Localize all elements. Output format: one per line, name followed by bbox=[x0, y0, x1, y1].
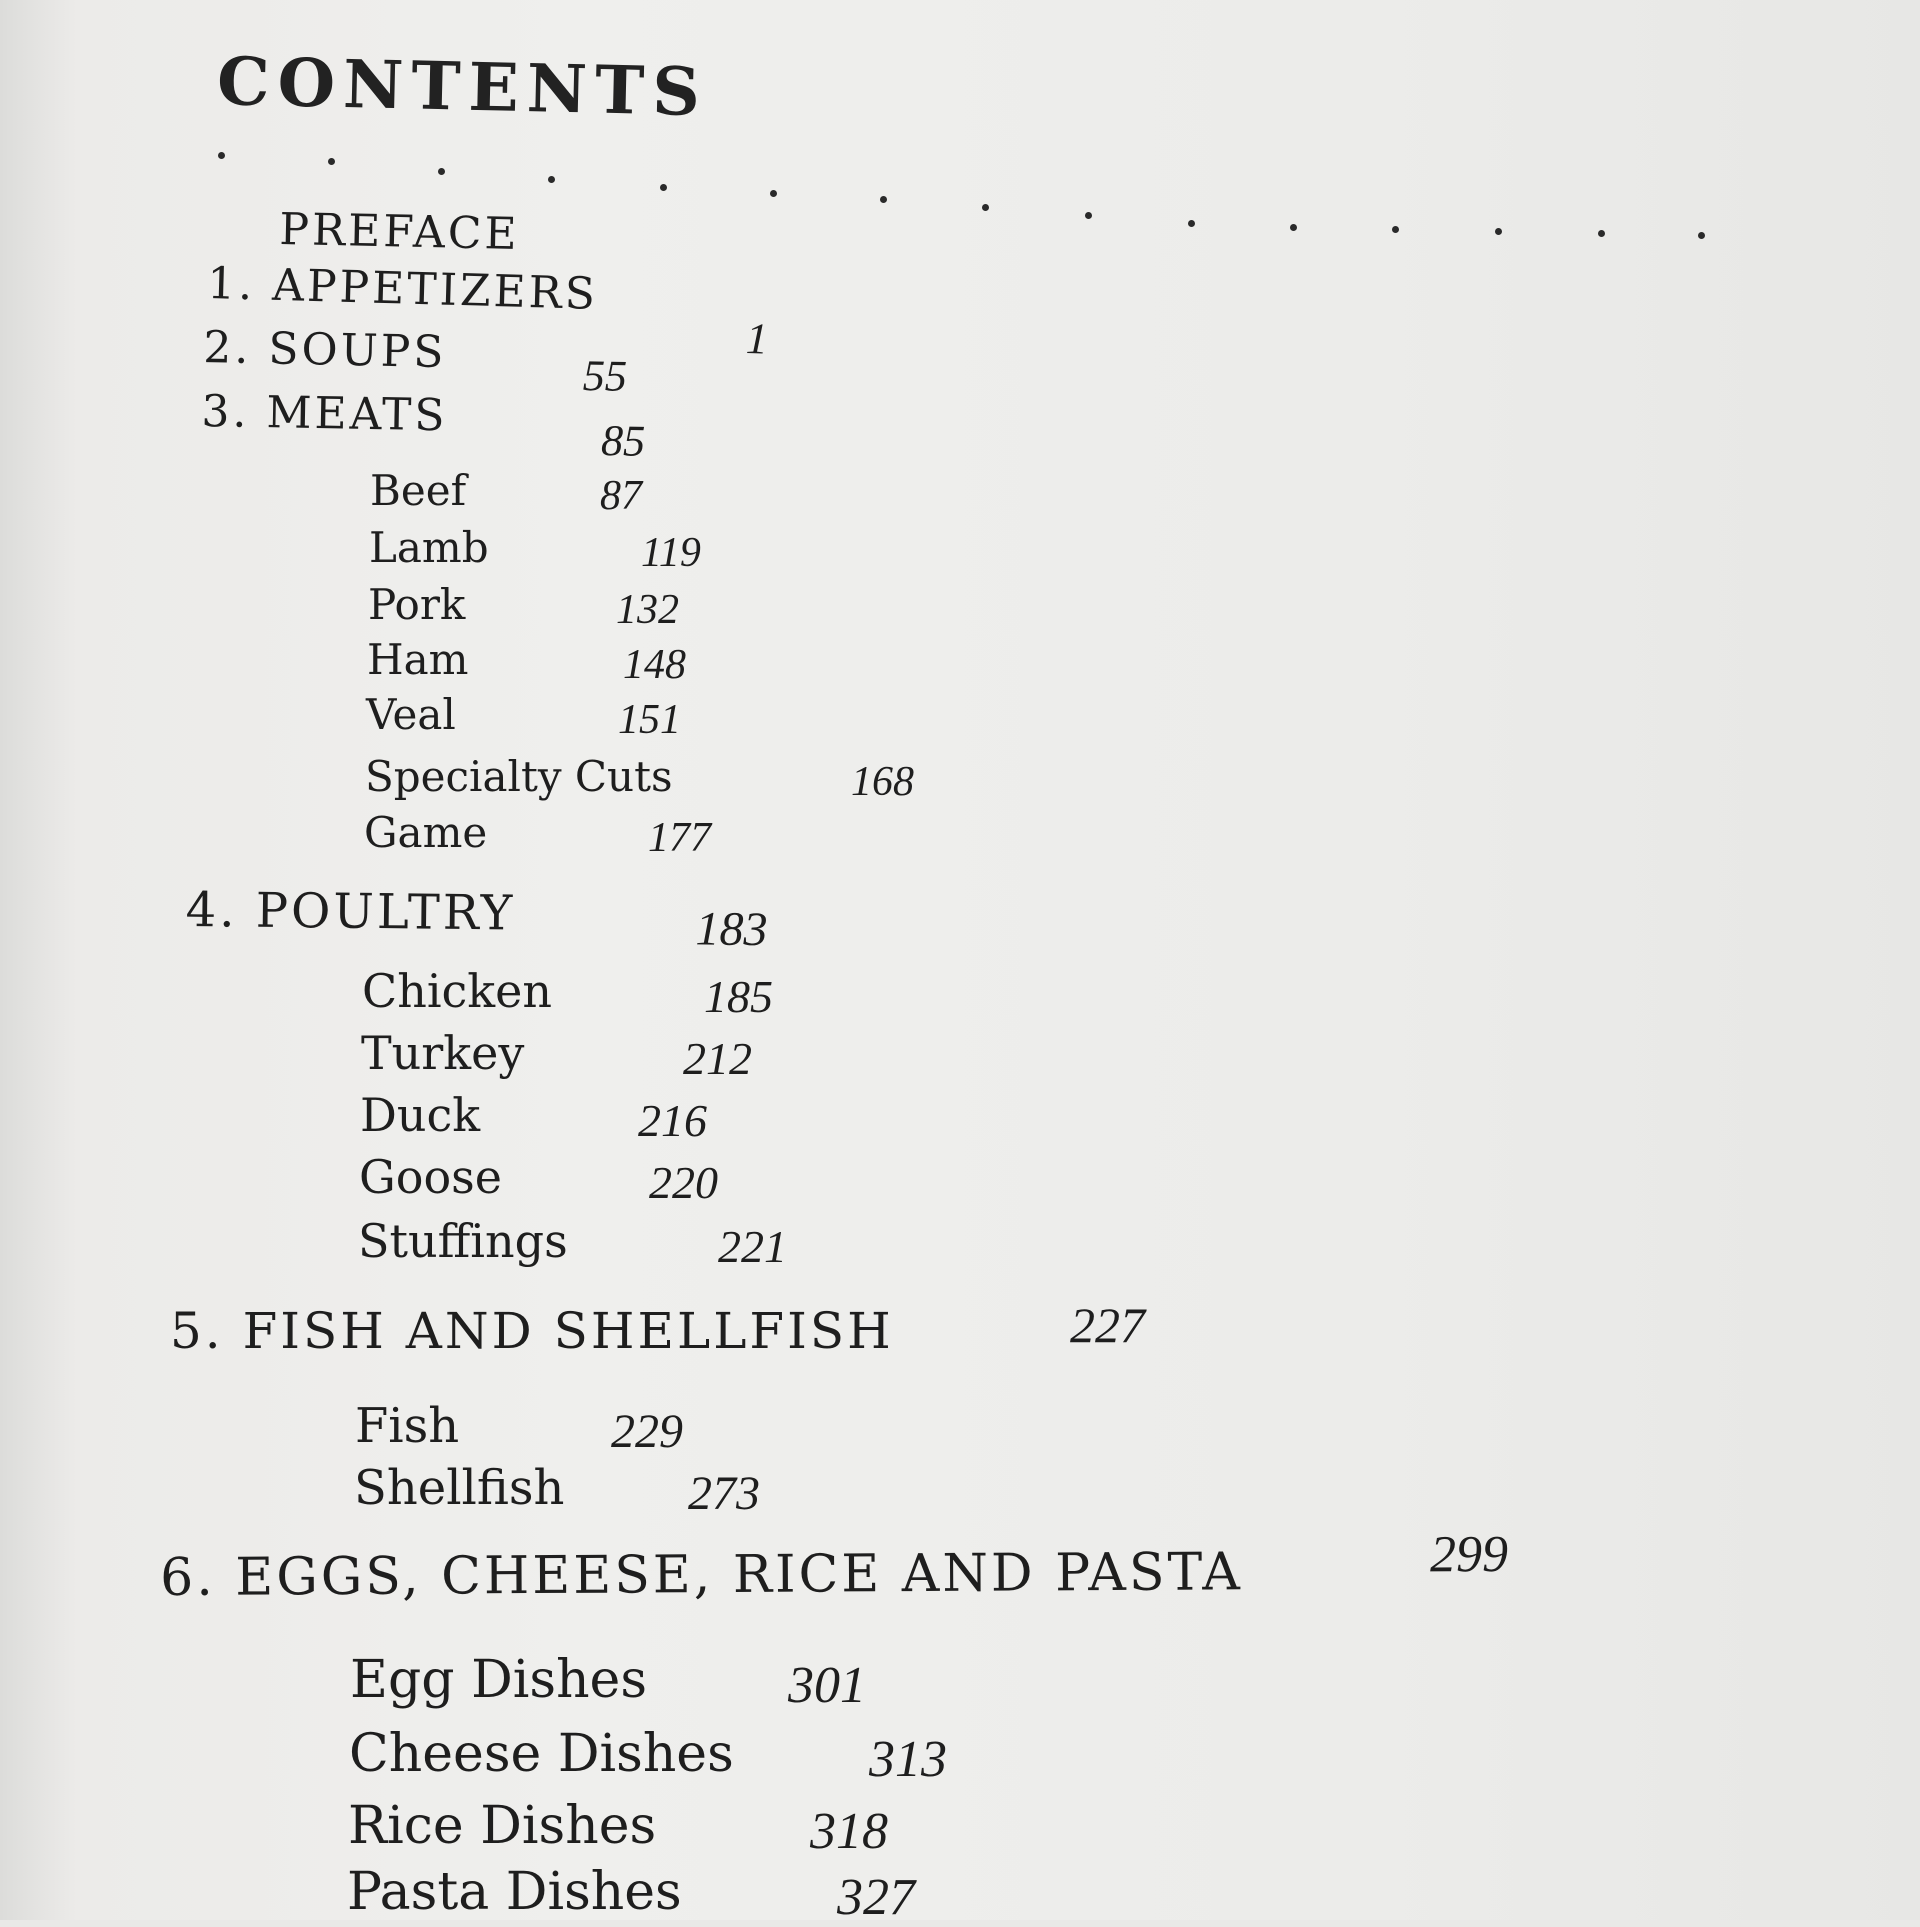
subsection-page-number: 168 bbox=[851, 759, 914, 805]
leader-dot bbox=[770, 190, 777, 197]
subsection-page-number: 119 bbox=[641, 530, 701, 576]
subsection-page-number: 221 bbox=[718, 1221, 787, 1272]
chapter-number: 5. bbox=[170, 1302, 243, 1360]
subsection-page-number: 313 bbox=[869, 1731, 947, 1788]
preface-label: PREFACE bbox=[278, 204, 521, 261]
subsection-title: Lamb bbox=[369, 523, 489, 572]
chapter-title: FISH AND SHELLFISH bbox=[242, 1302, 894, 1360]
chapter-title: MEATS bbox=[266, 387, 448, 442]
subsection-page-number: 148 bbox=[623, 642, 686, 688]
subsection-page-number: 327 bbox=[837, 1869, 915, 1926]
chapter-number: 6. bbox=[160, 1547, 236, 1608]
subsection-page-number: 220 bbox=[649, 1157, 718, 1208]
subsection-title: Beef bbox=[370, 466, 467, 515]
subsection-entry bbox=[368, 580, 679, 633]
subsection-title: Shellfish bbox=[354, 1460, 565, 1516]
leader-dot bbox=[1085, 212, 1092, 219]
subsection-title: Ham bbox=[367, 635, 469, 684]
subsection-page-number: 216 bbox=[638, 1095, 707, 1146]
subsection-entry bbox=[359, 1150, 718, 1208]
chapter-title: SOUPS bbox=[267, 323, 447, 379]
leader-dot bbox=[218, 152, 225, 159]
chapter-number: 3. bbox=[201, 386, 267, 439]
subsection-page-number: 177 bbox=[648, 815, 711, 861]
subsection-entry bbox=[367, 635, 686, 688]
leader-dot bbox=[328, 158, 335, 165]
subsection-title: Pasta Dishes bbox=[347, 1862, 682, 1922]
chapter-title: POULTRY bbox=[255, 882, 516, 942]
subsection-title: Pork bbox=[368, 580, 466, 629]
subsection-title: Egg Dishes bbox=[350, 1650, 648, 1710]
leader-dot bbox=[982, 204, 989, 211]
subsection-entry bbox=[370, 466, 642, 519]
leader-dot bbox=[1495, 228, 1502, 235]
chapter-page-number: 85 bbox=[600, 415, 646, 466]
chapter-number: 1. bbox=[206, 258, 273, 311]
subsection-title: Veal bbox=[366, 690, 456, 739]
chapter-page-number: 55 bbox=[582, 350, 628, 401]
chapter-entry bbox=[185, 882, 768, 957]
subsection-page-number: 273 bbox=[688, 1467, 760, 1520]
chapter-page-number: 183 bbox=[695, 902, 768, 957]
subsection-entry bbox=[362, 964, 773, 1022]
subsection-entry bbox=[349, 1724, 947, 1788]
subsection-title: Cheese Dishes bbox=[349, 1724, 734, 1784]
subsection-entry bbox=[360, 1088, 707, 1146]
subsection-entry bbox=[358, 1214, 787, 1272]
subsection-entry bbox=[364, 808, 711, 861]
chapter-title: EGGS, CHEESE, RICE AND PASTA bbox=[235, 1542, 1244, 1608]
subsection-entry bbox=[347, 1862, 915, 1926]
subsection-entry bbox=[354, 1460, 760, 1520]
chapter-entry bbox=[201, 386, 646, 466]
leader-dot bbox=[880, 196, 887, 203]
leader-dot bbox=[660, 184, 667, 191]
subsection-page-number: 151 bbox=[618, 697, 681, 743]
subsection-entry bbox=[355, 1398, 683, 1458]
subsection-page-number: 132 bbox=[616, 587, 679, 633]
chapter-title: APPETIZERS bbox=[271, 259, 599, 320]
subsection-title: Fish bbox=[355, 1398, 460, 1454]
subsection-title: Chicken bbox=[362, 964, 553, 1018]
subsection-title: Stuffings bbox=[358, 1214, 568, 1268]
subsection-page-number: 87 bbox=[600, 473, 642, 519]
chapter-page-number: 1 bbox=[745, 314, 769, 364]
subsection-entry bbox=[361, 1026, 752, 1084]
leader-dot bbox=[548, 176, 555, 183]
subsection-page-number: 318 bbox=[810, 1803, 888, 1860]
chapter-entry bbox=[160, 1525, 1509, 1608]
chapter-page-number: 227 bbox=[1070, 1297, 1145, 1353]
subsection-page-number: 185 bbox=[704, 971, 773, 1022]
subsection-title: Turkey bbox=[361, 1026, 525, 1080]
chapter-entry bbox=[202, 322, 628, 401]
subsection-entry bbox=[366, 690, 681, 743]
preface-entry bbox=[279, 204, 520, 260]
leader-dot bbox=[438, 168, 445, 175]
subsection-entry bbox=[365, 752, 914, 805]
subsection-entry bbox=[369, 523, 701, 576]
subsection-title: Goose bbox=[359, 1150, 502, 1204]
contents-heading: CONTENTS bbox=[216, 42, 709, 132]
subsection-page-number: 301 bbox=[788, 1657, 866, 1714]
subsection-entry bbox=[348, 1796, 888, 1860]
chapter-number: 2. bbox=[202, 322, 269, 375]
subsection-title: Game bbox=[364, 808, 488, 857]
chapter-entry bbox=[170, 1297, 1145, 1360]
subsection-title: Duck bbox=[360, 1088, 481, 1142]
subsection-title: Rice Dishes bbox=[348, 1796, 657, 1856]
subsection-title: Specialty Cuts bbox=[365, 752, 673, 801]
chapter-number: 4. bbox=[185, 882, 257, 939]
leader-dot bbox=[1392, 226, 1399, 233]
chapter-page-number: 299 bbox=[1429, 1525, 1509, 1584]
leader-dot bbox=[1290, 224, 1297, 231]
subsection-page-number: 229 bbox=[611, 1405, 683, 1458]
leader-dot bbox=[1598, 230, 1605, 237]
subsection-page-number: 212 bbox=[683, 1033, 752, 1084]
subsection-entry bbox=[350, 1650, 866, 1714]
leader-dot bbox=[1188, 220, 1195, 227]
leader-dot bbox=[1698, 232, 1705, 239]
